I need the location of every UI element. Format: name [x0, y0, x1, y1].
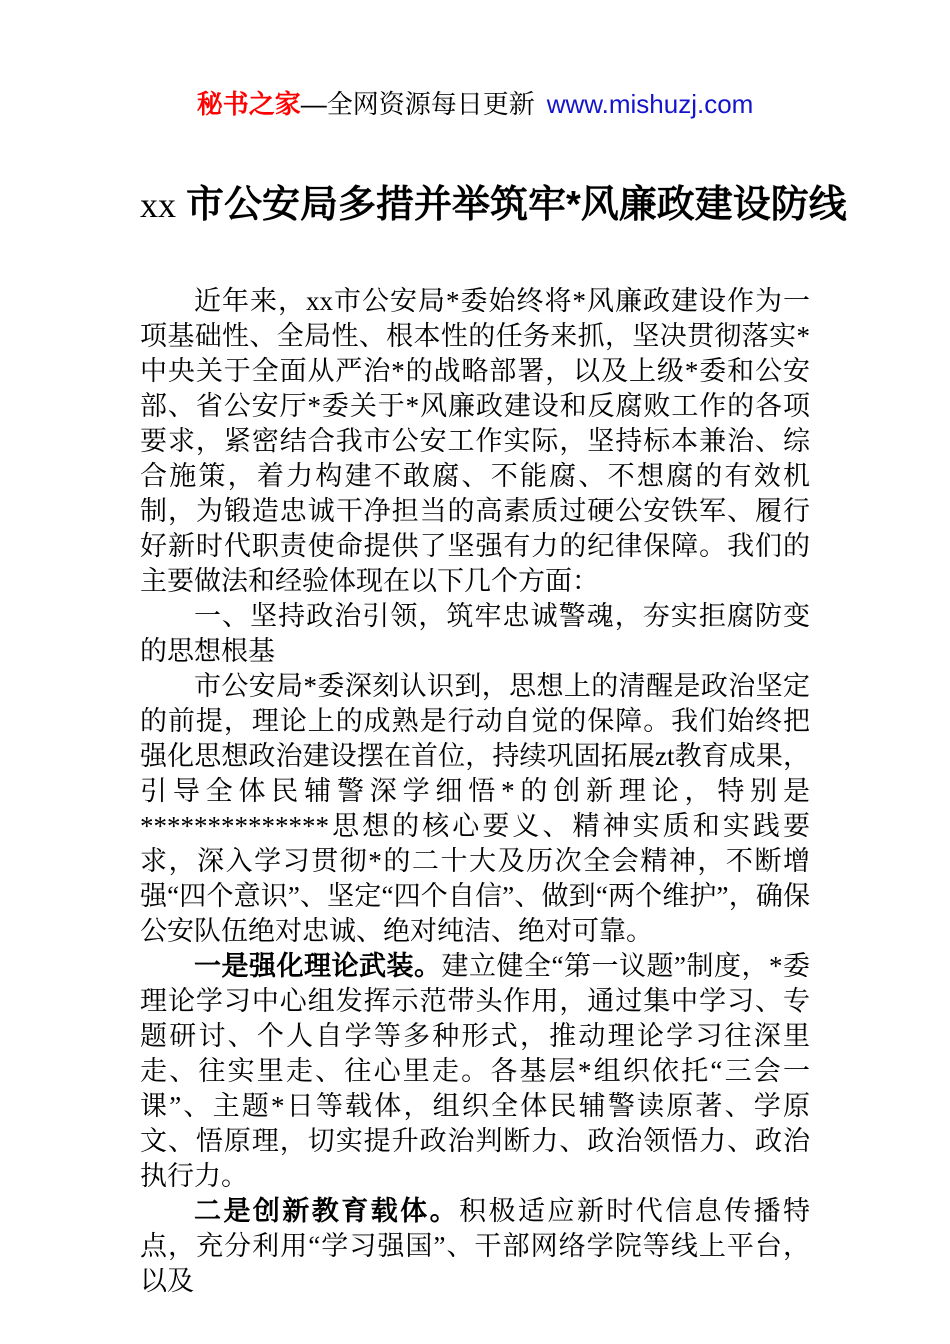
paragraph-section1-body — [140, 669, 810, 949]
paragraph-point-1 — [140, 949, 810, 1194]
paragraph-intro-text: 近年来，xx市公安局*委始终将*风廉政建设作为一项基础性、全局性、根本性的任务来抓，坚决贯彻落实*中央关于全面从严治*的战略部署，以及上级*委和公安部、省公安厅*委关于*风廉政建设和反腐败工作的各项要求，紧密结合我市公安工作实际，坚持标本兼治、综合施策，着力构建不敢腐、不能腐、不想腐的有效机制，为锻造忠诚干净担当的高素质过硬公安铁军、履行好新时代职责使命提供了坚强有力的纪律保障。我们的主要做法和经验体现在以下几个方面： — [140, 286, 810, 596]
document-body — [140, 284, 810, 1299]
site-tagline: 全网资源每日更新 — [326, 89, 535, 119]
section-heading-1-text: 一、坚持政治引领，筑牢忠诚警魂，夯实拒腐防变的思想根基 — [140, 601, 810, 666]
site-separator-dash: — — [300, 89, 327, 119]
point-2-lead: 二是创新教育载体。 — [194, 1196, 460, 1226]
title-latin-prefix: xx — [140, 185, 176, 225]
site-name: 秘书之家 — [196, 89, 301, 119]
document-title — [140, 180, 847, 230]
title-text: 市公安局多措并举筑牢*风廉政建设防线 — [186, 184, 847, 226]
point-1-lead: 一是强化理论武装。 — [194, 951, 442, 981]
site-header — [140, 84, 810, 124]
point-2-text: 积极适应新时代信息传播特点，充分利用“学习强国”、干部网络学院等线上平台，以及 — [140, 1196, 811, 1296]
point-1-text: 建立健全“第一议题”制度，*委理论学习中心组发挥示范带头作用，通过集中学习、专题研讨、个人自学等多种形式，推动理论学习往深里走、往实里走、往心里走。各基层*组织依托“三会一课”、主题*日等载体，组织全体民辅警读原著、学原文、悟原理，切实提升政治判断力、政治领悟力、政治执行力。 — [140, 951, 811, 1191]
paragraph-point-2 — [140, 1194, 810, 1299]
section-heading-1 — [140, 599, 810, 669]
site-url-link[interactable]: www.mishuzj.com — [546, 89, 754, 119]
paragraph-intro — [140, 284, 810, 599]
paragraph-section1-text: 市公安局*委深刻认识到，思想上的清醒是政治坚定的前提，理论上的成熟是行动自觉的保障。我们始终把强化思想政治建设摆在首位，持续巩固拓展zt教育成果，引导全体民辅警深学细悟*的创新理论，特别是**************思想的核心要义、精神实质和实践要求，深入学习贯彻*的二十大及历次全会精神，不断增强“四个意识”、坚定“四个自信”、做到“两个维护”，确保公安队伍绝对忠诚、绝对纯洁、绝对可靠。 — [140, 671, 810, 946]
